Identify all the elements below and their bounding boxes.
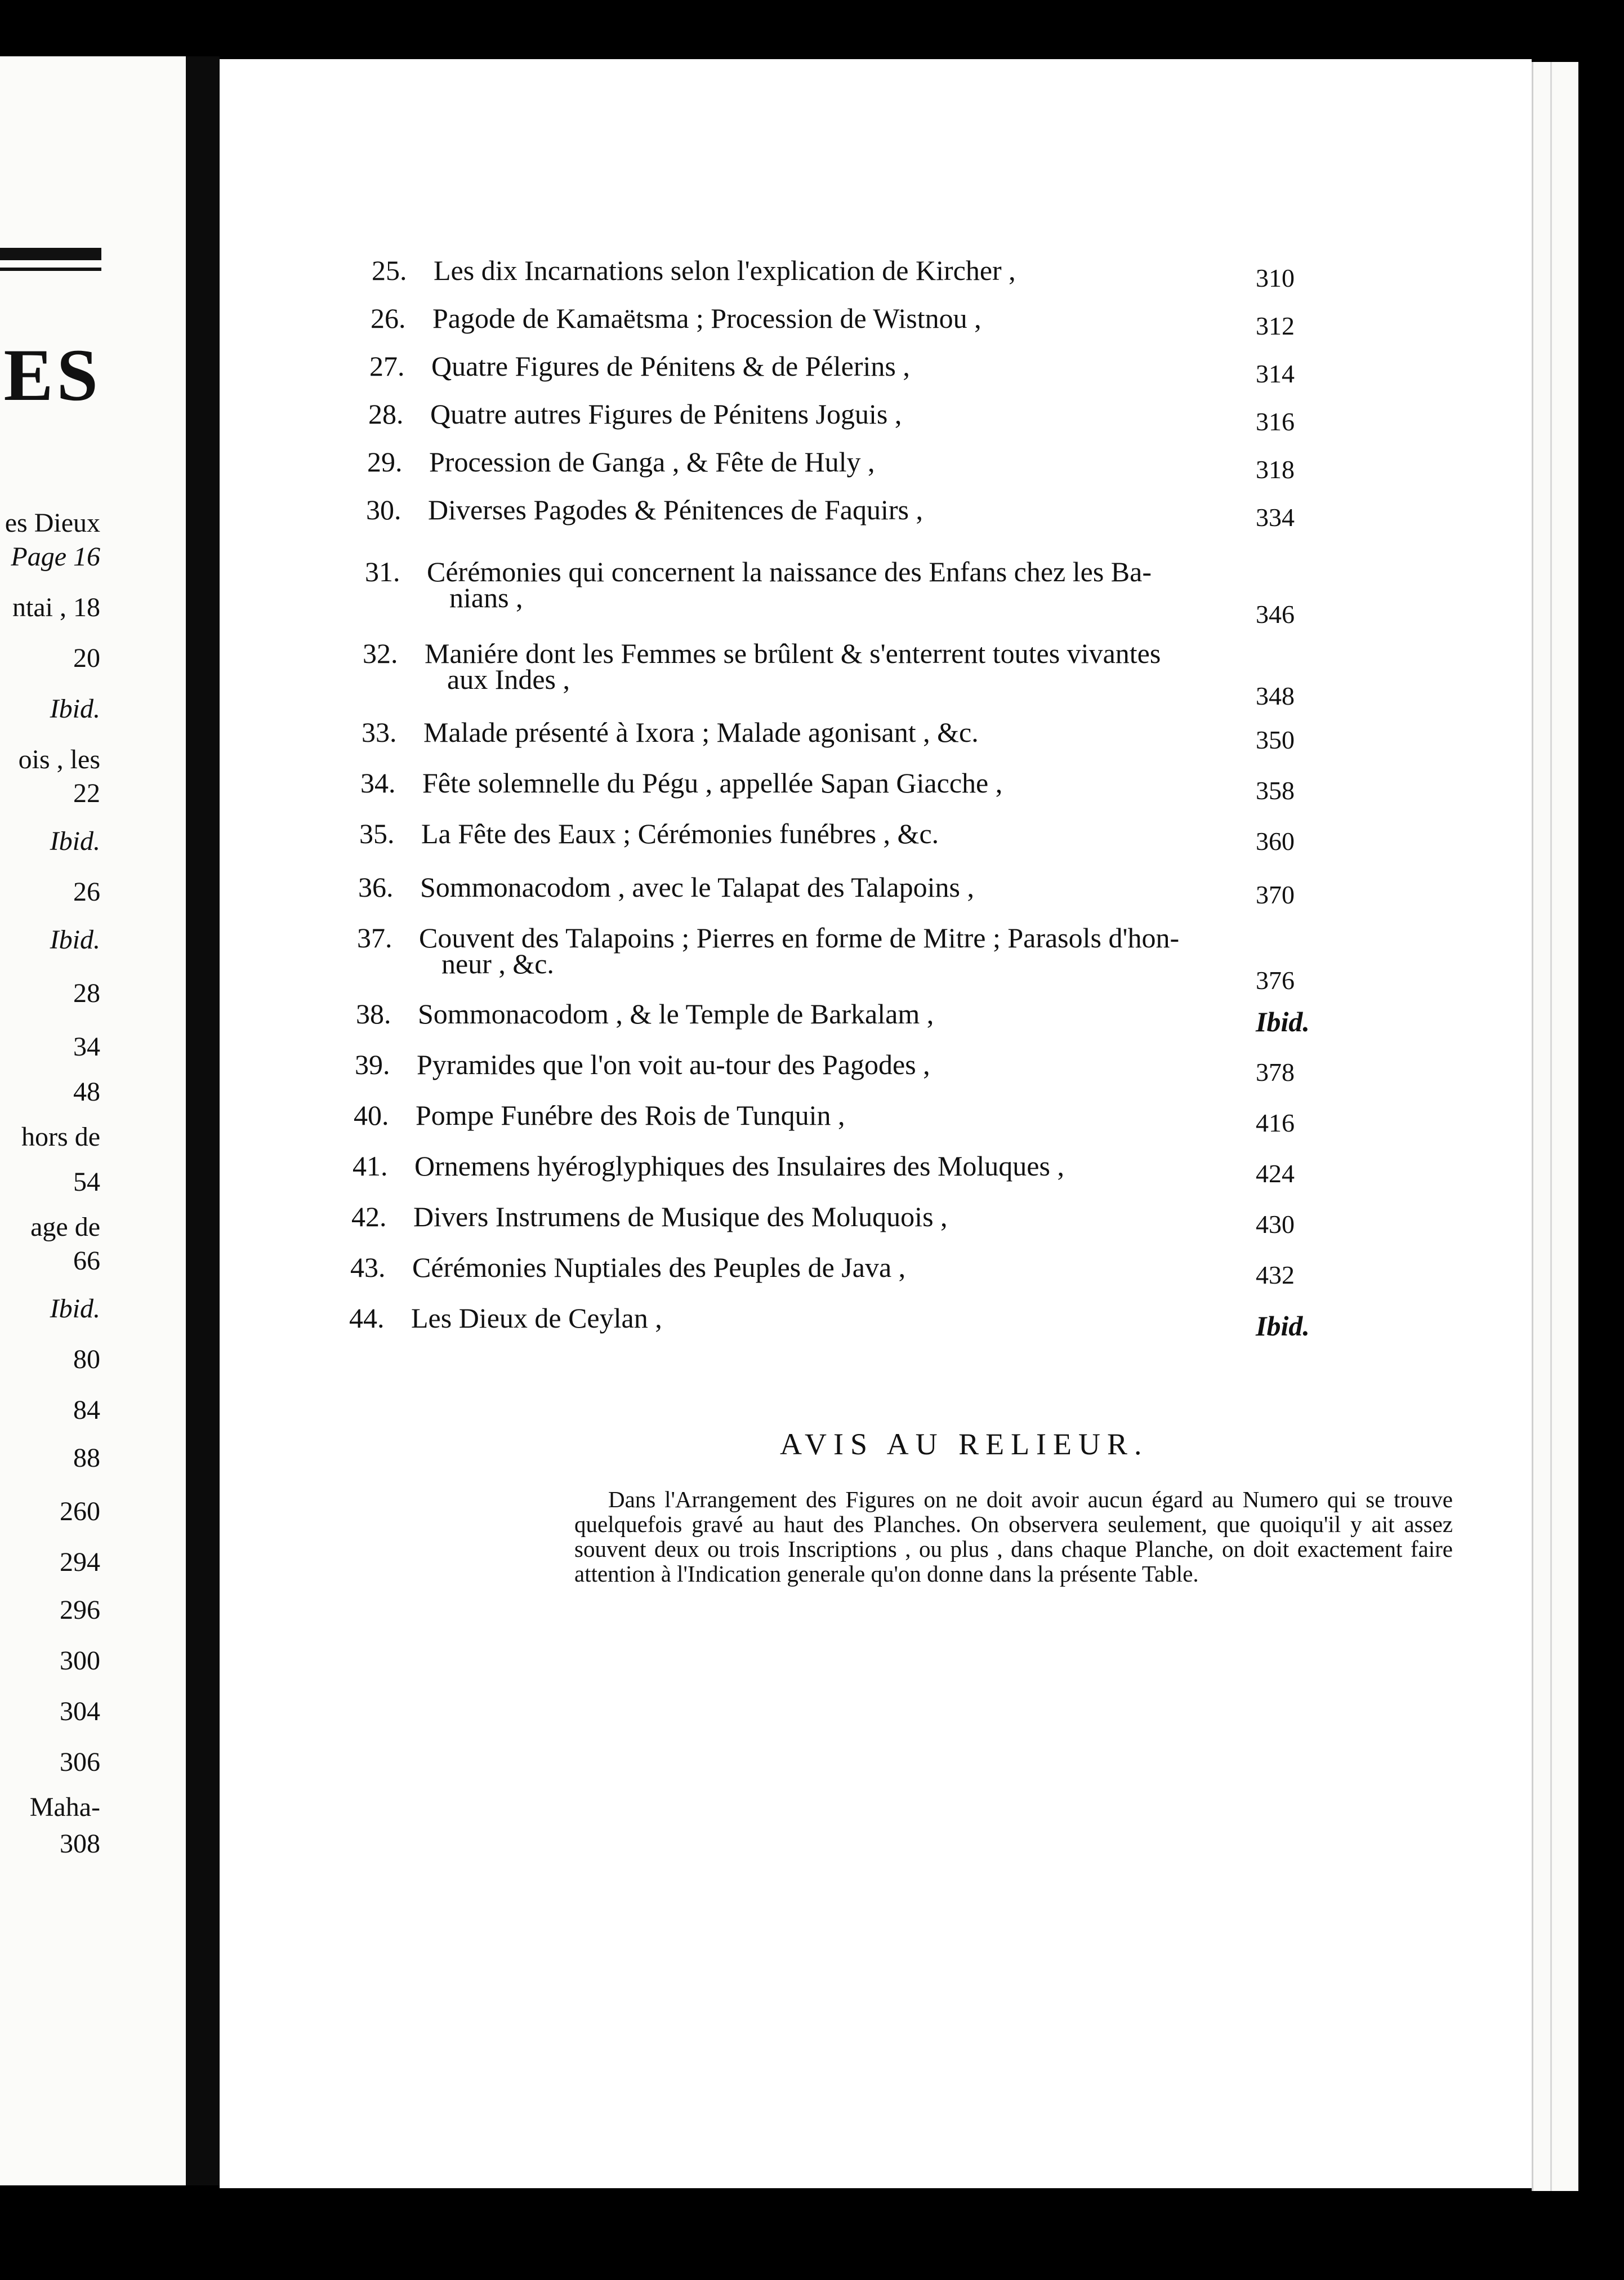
toc-entry-page: 312 [1256,311,1295,340]
left-page-line: age de [30,1212,100,1242]
left-page-line: 20 [73,643,100,673]
toc-entry-page: 424 [1256,1159,1295,1188]
toc-entry-number: 43. [350,1252,386,1283]
toc-entry-title: Sommonacodom , & le Temple de Barkalam , [418,998,934,1030]
left-page-line: Maha- [29,1792,100,1822]
toc-entry-number: 33. [362,716,397,748]
toc-entry-page: 378 [1256,1058,1295,1086]
toc-entry-title: Cérémonies Nuptiales des Peuples de Java , [412,1252,906,1283]
right-page [220,59,1532,2188]
toc-entry-title: Sommonacodom , avec le Talapat des Talapoins , [420,871,974,903]
left-page-line: 22 [73,778,100,808]
left-page-line: 54 [73,1167,100,1197]
toc-entry-number: 44. [349,1302,385,1334]
toc-entry-title: Procession de Ganga , & Fête de Huly , [429,446,875,478]
toc-entry-title: La Fête des Eaux ; Cérémonies funébres , &c. [421,818,939,849]
toc-entry-title: Les Dieux de Ceylan , [411,1302,662,1334]
toc-entry-number: 34. [360,767,396,799]
toc-entry-number: 38. [356,998,391,1030]
left-page-line: Ibid. [50,1294,100,1324]
toc-entry-page: 334 [1256,503,1295,532]
toc-entry-number: 42. [351,1201,387,1232]
toc-entry-number: 37. [357,922,392,954]
toc-entry-number: 27. [369,350,405,382]
toc-entry-title: Pagode de Kamaëtsma ; Procession de Wistnou , [432,302,981,334]
left-page-line: 28 [73,978,100,1008]
toc-entry-title: Quatre Figures de Pénitens & de Pélerins , [431,350,910,382]
toc-entry-page: 432 [1256,1261,1295,1289]
toc-entry-page: 358 [1256,776,1295,805]
left-page-rule-thin [0,268,101,271]
toc-entry-title-continued: aux Indes , [447,663,570,695]
toc-entry-page: 350 [1256,725,1295,754]
toc-entry-number: 36. [358,871,394,903]
toc-entry-page: 314 [1256,359,1295,388]
toc-entry-number: 28. [368,398,404,430]
toc-entry-page: 416 [1256,1108,1295,1137]
toc-entry-title: Malade présenté à Ixora ; Malade agonisant , &c. [423,716,979,748]
toc-entry-page: 346 [1256,600,1295,629]
toc-entry-title: Quatre autres Figures de Pénitens Joguis , [430,398,902,430]
left-page-line: 306 [60,1747,100,1777]
toc-entry-title-continued: neur , &c. [441,948,554,979]
left-page [0,56,205,2185]
left-page-line: 308 [60,1829,100,1859]
toc-entry-title: Couvent des Talapoins ; Pierres en forme de Mitre ; Parasols d'hon- [419,922,1180,954]
toc-entry-number: 40. [354,1099,389,1131]
left-page-line: 294 [60,1547,100,1577]
toc-entry-page: 376 [1256,966,1295,995]
left-page-line: es Dieux [5,508,100,538]
left-page-line: 88 [73,1443,100,1473]
toc-entry-title: Divers Instrumens de Musique des Moluquois , [413,1201,948,1232]
toc-entry-number: 25. [372,255,407,286]
toc-entry-number: 41. [353,1150,388,1182]
left-page-line: Ibid. [50,694,100,724]
avis-heading: AVIS AU RELIEUR. [780,1427,1149,1461]
page-edge [1532,62,1578,2191]
toc-entry-number: 31. [365,556,400,587]
toc-entry-number: 26. [371,302,406,334]
toc-entry-page: Ibid. [1256,1310,1310,1342]
left-page-heading: ES [3,333,101,416]
left-page-line: 66 [73,1246,100,1276]
left-page-line: Page 16 [11,542,100,572]
toc-entry-page: 370 [1256,880,1295,909]
toc-entry-page: 310 [1256,264,1295,292]
toc-entry-title: Pompe Funébre des Rois de Tunquin , [416,1099,845,1131]
left-page-line: ntai , 18 [12,593,100,622]
toc-entry-number: 39. [355,1049,390,1080]
left-page-line: 80 [73,1344,100,1374]
toc-entry-page: 430 [1256,1210,1295,1239]
left-page-rule [0,248,101,260]
left-page-line: 26 [73,877,100,907]
toc-entry-page: 360 [1256,827,1295,856]
left-page-line: 84 [73,1395,100,1425]
toc-entry-title: Fête solemnelle du Pégu , appellée Sapan Giacche , [422,767,1003,799]
left-page-line: ois , les [18,745,100,774]
book-spine [186,56,220,2185]
toc-entry-title: Maniére dont les Femmes se brûlent & s'enterrent toutes vivantes [425,638,1161,669]
toc-entry-number: 32. [363,638,398,669]
avis-paragraph: Dans l'Arrangement des Figures on ne doit avoir aucun égard au Numero qui se trouve quelquefois gravé au haut des Planches. On observera seulement, que quoiqu'il y ait assez souvent deux ou trois Inscriptions , ou plus , dans chaque Planche, on doit exactement faire attention à l'Indication generale qu'on donne dans la présente Table. [574,1486,1453,1587]
toc-entry-title: Cérémonies qui concernent la naissance des Enfans chez les Ba- [427,556,1152,587]
left-page-line: 34 [73,1032,100,1062]
toc-entry-title: Ornemens hyéroglyphiques des Insulaires des Moluques , [414,1150,1064,1182]
toc-entry-page: 348 [1256,682,1295,710]
toc-entry-title: Les dix Incarnations selon l'explication de Kircher , [434,255,1016,286]
toc-entry-number: 30. [366,494,401,526]
left-page-line: 304 [60,1696,100,1726]
toc-entry-number: 29. [367,446,403,478]
toc-entry-number: 35. [359,818,395,849]
left-page-line: 300 [60,1646,100,1676]
toc-entry-page: Ibid. [1256,1006,1310,1037]
toc-entry-title-continued: nians , [449,582,523,613]
toc-entry-title: Diverses Pagodes & Pénitences de Faquirs , [428,494,923,526]
toc-entry-page: 318 [1256,455,1295,484]
toc-entry-page: 316 [1256,407,1295,436]
left-page-line: 296 [60,1595,100,1625]
left-page-line: Ibid. [50,925,100,955]
toc-entry-title: Pyramides que l'on voit au-tour des Pagodes , [417,1049,930,1080]
left-page-line: 260 [60,1497,100,1526]
left-page-line: 48 [73,1077,100,1107]
left-page-line: Ibid. [50,826,100,856]
avis-text [574,1487,1453,1586]
left-page-line: hors de [21,1122,100,1152]
